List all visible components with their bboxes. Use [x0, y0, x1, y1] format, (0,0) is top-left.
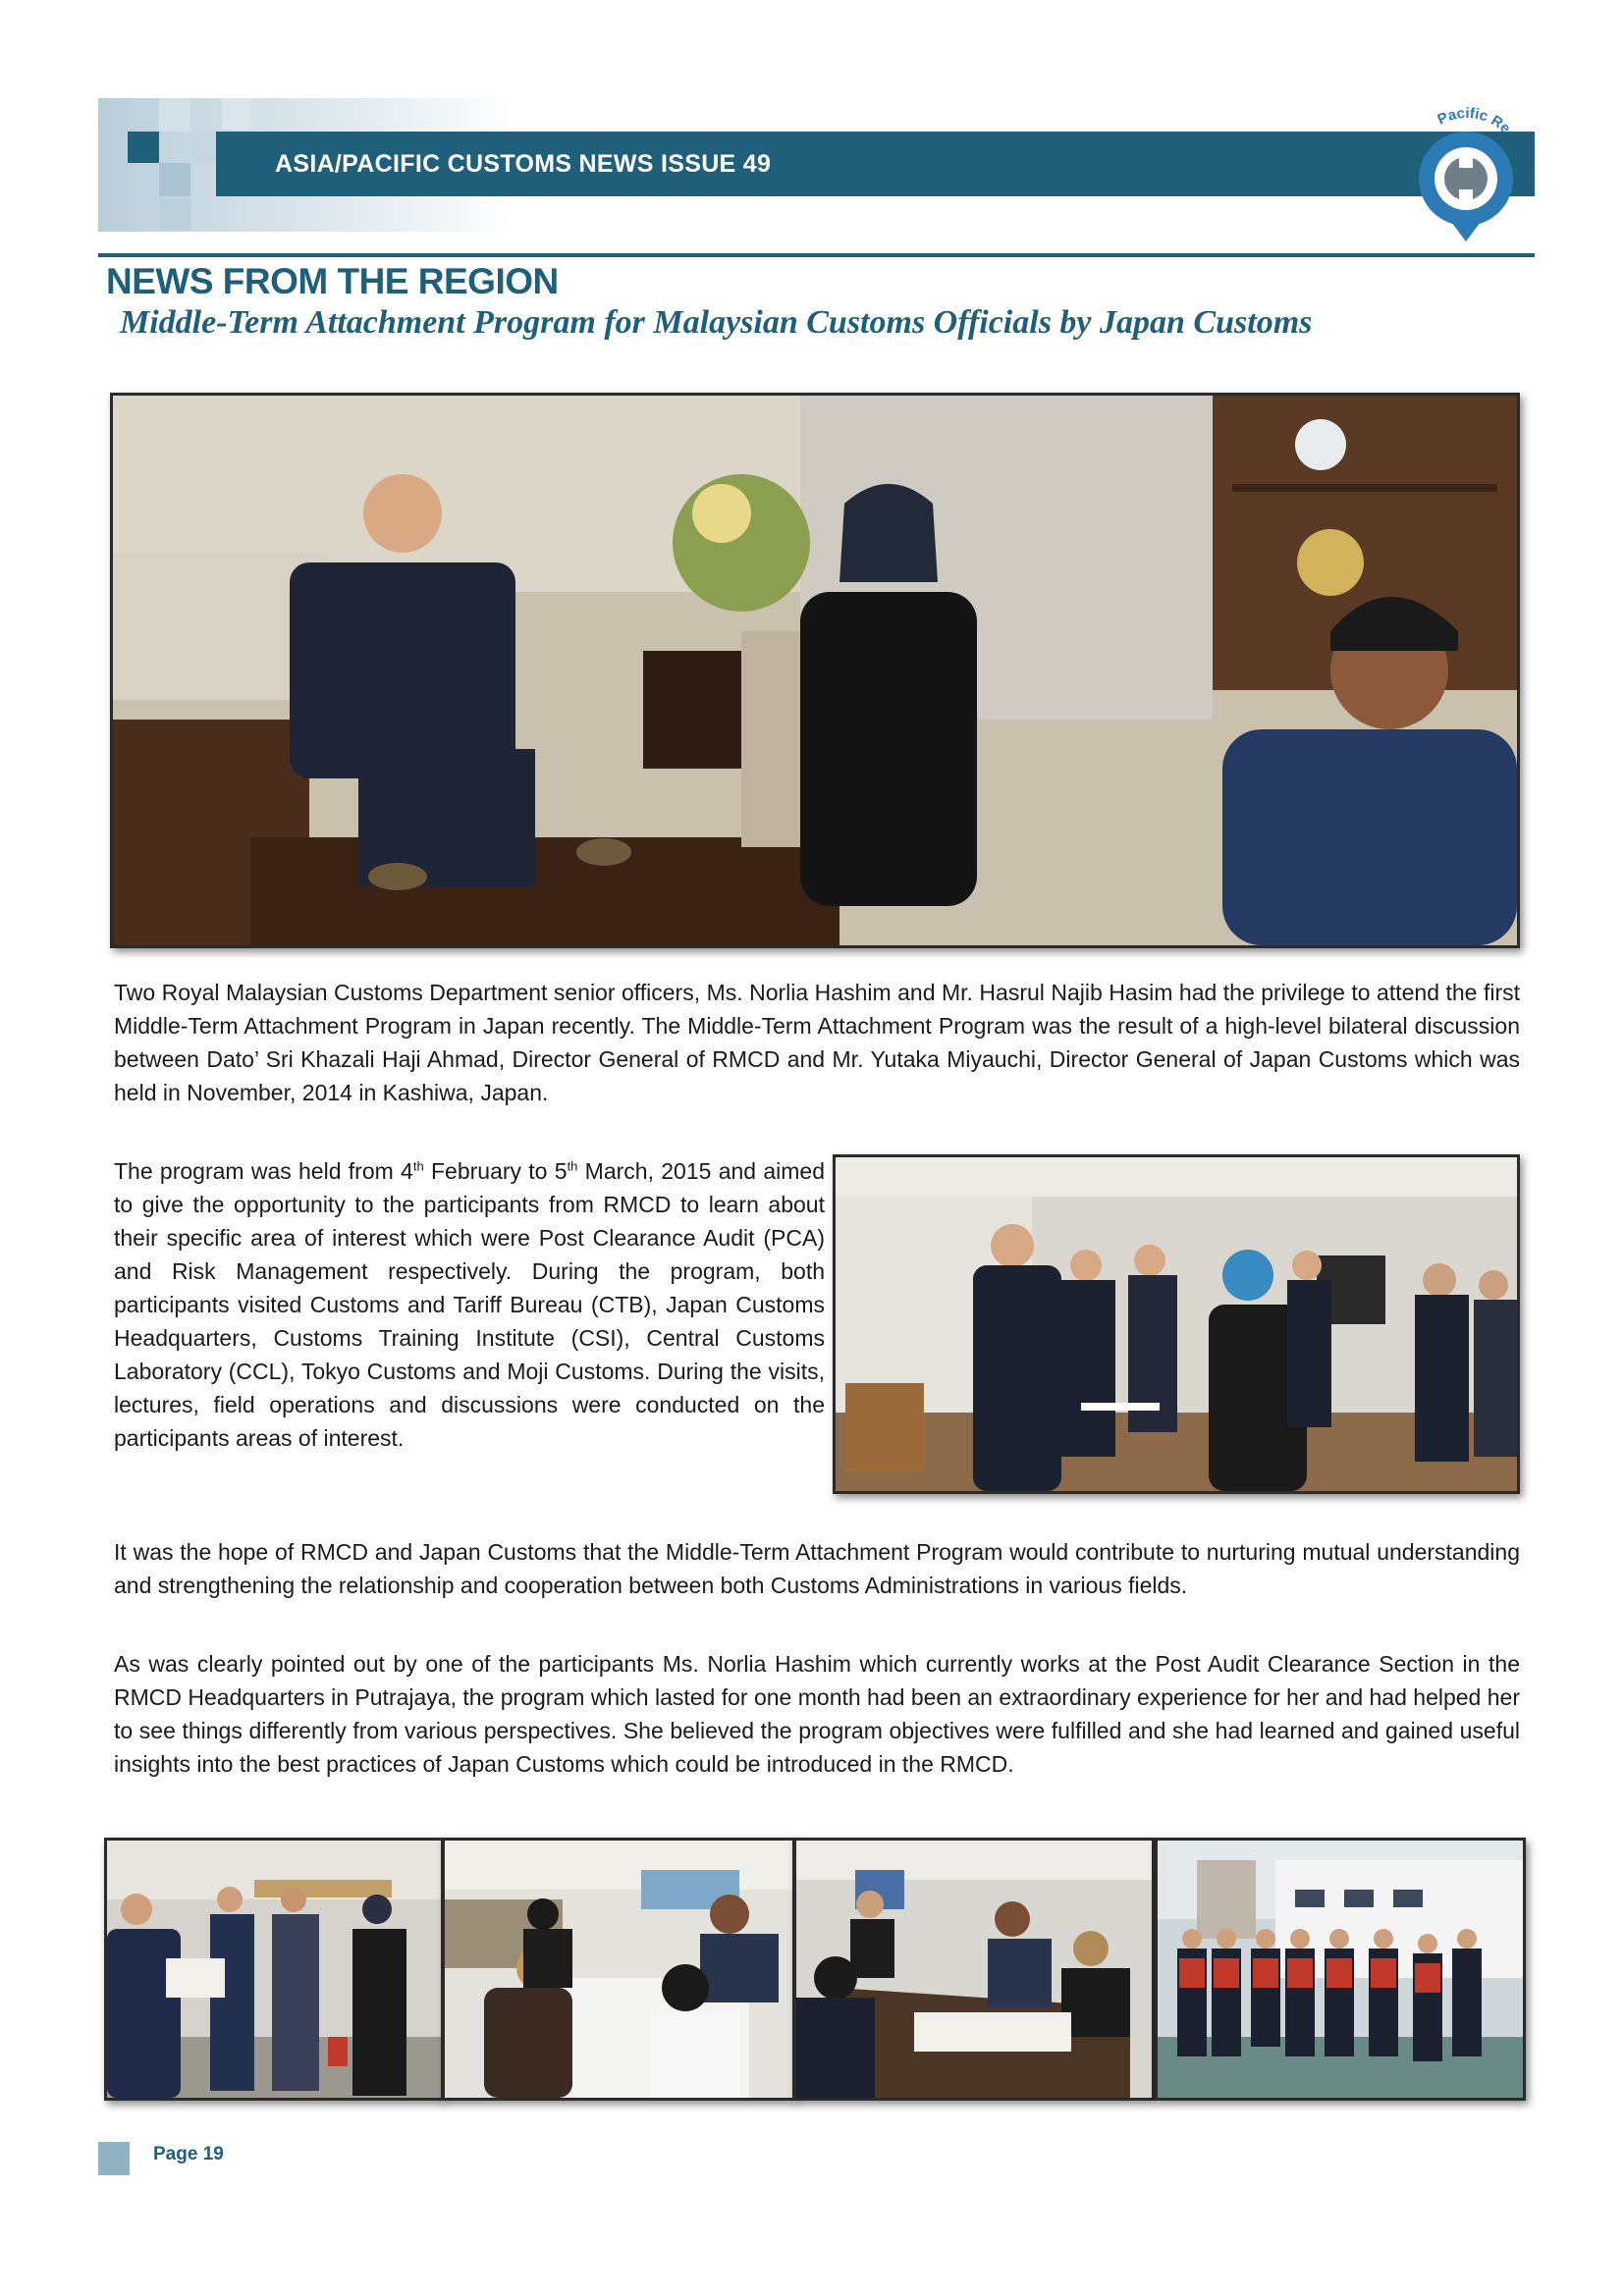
- para2-sup-1: th: [412, 1158, 424, 1174]
- publication-title: ASIA/PACIFIC CUSTOMS NEWS ISSUE 49: [275, 150, 772, 178]
- photo-strip-4: [1155, 1838, 1526, 2101]
- svg-text:Pacific Re: [1435, 105, 1513, 137]
- page-marker-square: [98, 2142, 130, 2175]
- photo-strip-1: [104, 1838, 444, 2101]
- body-paragraph-4: As was clearly pointed out by one of the participants Ms. Norlia Hashim which currently works at the Post Audit Clearance Section in the RMCD Headquarters in Putrajaya, the program which lasted for one month had been an extraordinary experience for her and had helped her to see things differently from various perspectives. She believed the program objectives were fulfilled and she had learned and gained useful insights into the best practices of Japan Customs which could be introduced in the RMCD.: [114, 1651, 1520, 1777]
- para2-sup-2: th: [567, 1158, 578, 1174]
- header-decor-square: [192, 132, 216, 163]
- photo-strip-2: [442, 1838, 795, 2101]
- header-decor-square: [128, 132, 159, 163]
- article-title: Middle-Term Attachment Program for Malaysian Customs Officials by Japan Customs: [120, 304, 1313, 341]
- body-paragraph-1: Two Royal Malaysian Customs Department senior officers, Ms. Norlia Hashim and Mr. Hasrul Najib Hasim had the privilege to attend the first Middle-Term Attachment Program in Japan recently. The Middle-Term Attachment Program was the result of a high-level bilateral discussion between Dato’ Sri Khazali Haji Ahmad, Director General of RMCD and Mr. Yutaka Miyauchi, Director General of Japan Customs which was held in November, 2014 in Kashiwa, Japan.: [114, 980, 1520, 1105]
- body-paragraph-3: It was the hope of RMCD and Japan Customs that the Middle-Term Attachment Program would contribute to nurturing mutual understanding and strengthening the relationship and cooperation between both Customs Administrations in various fields.: [114, 1539, 1520, 1598]
- body-paragraph-2: [114, 1154, 825, 1455]
- para2-text-a: The program was held from 4: [114, 1158, 413, 1184]
- header-rule: [98, 253, 1535, 257]
- para2-text-b: February to 5: [423, 1158, 568, 1184]
- photo-main-meeting: [110, 393, 1520, 948]
- para2-text-c: March, 2015 and aimed to give the opportunity to the participants from RMCD to learn about their specific area of interest which were Post Clearance Audit (PCA) and Risk Management respectively. During the program, both participants visited Customs and Tariff Bureau (CTB), Japan Customs Headquarters, Customs Training Institute (CSI), Central Customs Laboratory (CCL), Tokyo Customs and Moji Customs. During the visits, lectures, field operations and discussions were conducted on the participants areas of interest.: [114, 1158, 825, 1451]
- customs-logo: [1392, 98, 1540, 245]
- photo-certificate-ceremony: [833, 1154, 1520, 1494]
- header-decor-square: [159, 163, 190, 196]
- photo-strip-3: [793, 1838, 1155, 2101]
- header-decor-square: [159, 198, 190, 230]
- header-decor-square: [159, 98, 190, 132]
- page-number: Page 19: [153, 2144, 224, 2164]
- header-decor-square: [222, 98, 251, 130]
- logo-text: Pacific Re: [1435, 104, 1514, 137]
- section-title: NEWS FROM THE REGION: [106, 261, 559, 301]
